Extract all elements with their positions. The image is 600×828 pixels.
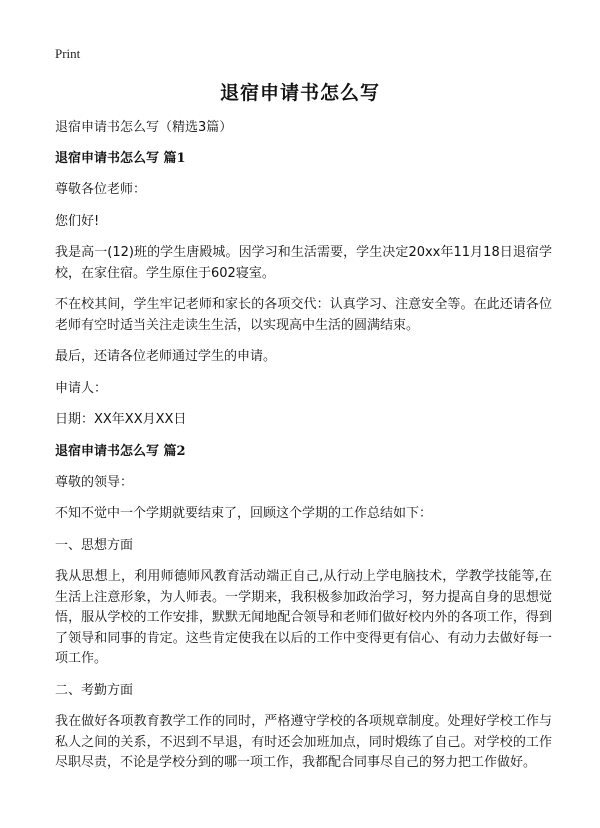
article-heading: 退宿申请书怎么写 篇1 [55,151,186,166]
article-1 [55,149,552,431]
section-heading: 二、考勤方面 [55,682,134,698]
document-body [55,118,552,785]
salutation: 尊敬的领导： [55,474,134,490]
paragraph: 我从思想上，利用师德师风教育活动端正自己,从行动上学电脑技术，学教学技能等,在生活上注意形象，为人师表。一学期来，我积极参加政治学习，努力提高自身的思想觉悟，服从学校的工作安排，默默无闻地配合领导和老师们做好校内外的各项工作，得到了领导和同事的肯定。这些肯定使我在以后的工作中变得更有信心、有动力去做好每一项工作。 [55,569,552,666]
date-line: 日期：XX年XX月XX日 [55,412,187,427]
paragraph: 我在做好各项教育教学工作的同时，严格遵守学校的各项规章制度。处理好学校工作与私人之间的关系，不迟到不早退，有时还会加班加点，同时煅练了自己。对学校的工作尽职尽责，不论是学校分到的哪一项工作，我都配合同事尽自己的努力把工作做好。 [55,714,552,770]
article-2 [55,442,552,774]
paragraph: 不在校其间，学生牢记老师和家长的各项交代：认真学习、注意安全等。在此还请各位老师有空时适当关注走读生生活，以实现高中生活的圆满结束。 [55,297,552,333]
article-heading: 退宿申请书怎么写 篇2 [55,443,186,459]
applicant-line: 申请人： [55,380,108,396]
section-heading: 一、思想方面 [55,537,134,553]
greeting: 您们好! [55,213,100,229]
paragraph: 最后，还请各位老师通过学生的申请。 [55,349,277,364]
paragraph: 不知不觉中一个学期就要结束了，回顾这个学期的工作总结如下： [55,506,433,521]
document-subtitle: 退宿申请书怎么写（精选3篇） [55,120,233,135]
salutation: 尊敬各位老师： [55,182,147,197]
print-link[interactable]: Print [55,46,81,61]
page-title: 退宿申请书怎么写 [219,82,380,104]
paragraph: 我是高一(12)班的学生唐殿城。因学习和生活需要，学生决定20xx年11月18日退宿学校，在家住宿。学生原住于602寝室。 [55,245,552,281]
